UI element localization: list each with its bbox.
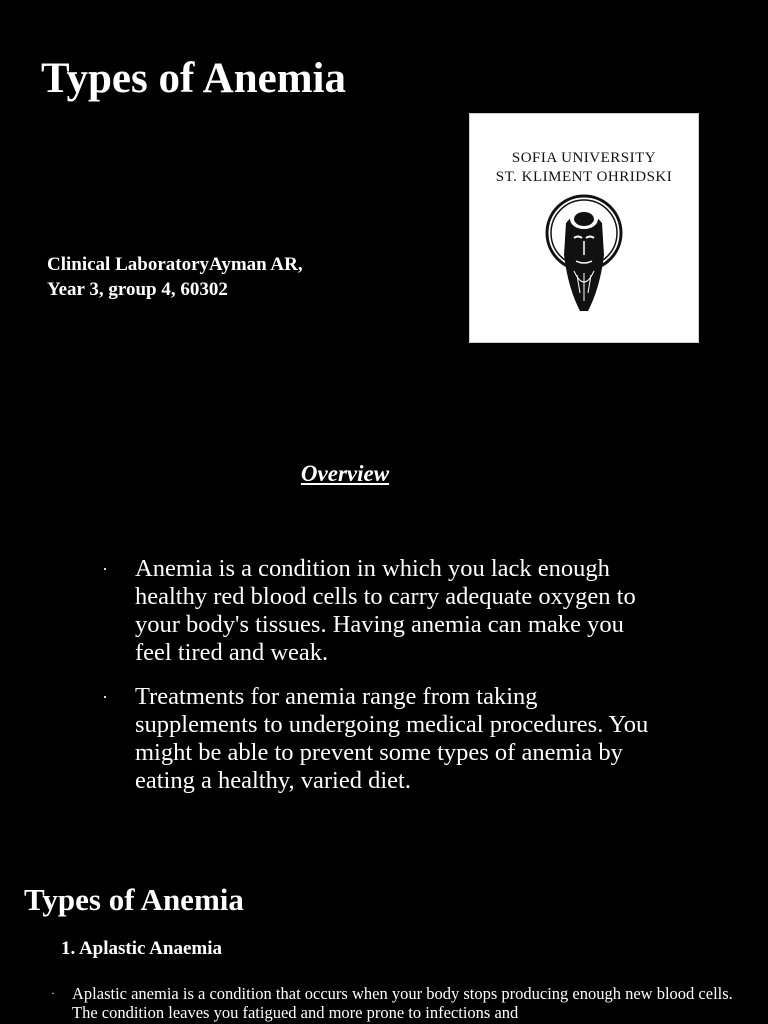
types-heading: Types of Anemia	[24, 882, 244, 917]
overview-bullet-2-text: Treatments for anemia range from taking supplements to undergoing medical procedures. You might be able to prevent some types of anemia by eating a healthy, varied diet.	[135, 683, 649, 794]
overview-heading: Overview	[300, 461, 390, 486]
university-logo	[469, 113, 699, 343]
bullet-marker: ·	[102, 687, 108, 707]
overview-bullet-list	[100, 555, 660, 811]
aplastic-anaemia-title: 1. Aplastic Anaemia	[61, 938, 222, 959]
author-line-1: Clinical LaboratoryAyman AR,	[47, 254, 303, 275]
bullet-marker: ·	[51, 986, 55, 1000]
overview-bullet-1-text: Anemia is a condition in which you lack enough healthy red blood cells to carry adequate oxygen to your body's tissues. Having anemia can make you feel tired and weak.	[135, 555, 636, 666]
bullet-marker: ·	[102, 559, 108, 579]
saint-portrait-icon	[542, 193, 626, 317]
author-line-2: Year 3, group 4, 60302	[47, 279, 228, 300]
aplastic-anaemia-bullet-1-text: Aplastic anemia is a condition that occurs when your body stops producing enough new blood cells. The condition leaves you fatigued and more prone to infections and	[72, 984, 733, 1022]
page-title: Types of Anemia	[41, 55, 346, 102]
aplastic-anaemia-bullet-list	[48, 984, 738, 1022]
overview-bullet-1	[100, 555, 660, 667]
aplastic-anaemia-bullet-1	[48, 984, 738, 1022]
logo-line-2: ST. KLIMENT OHRIDSKI	[495, 169, 673, 185]
overview-bullet-2	[100, 683, 660, 795]
logo-line-1: SOFIA UNIVERSITY	[511, 150, 657, 166]
author-info	[47, 252, 303, 302]
